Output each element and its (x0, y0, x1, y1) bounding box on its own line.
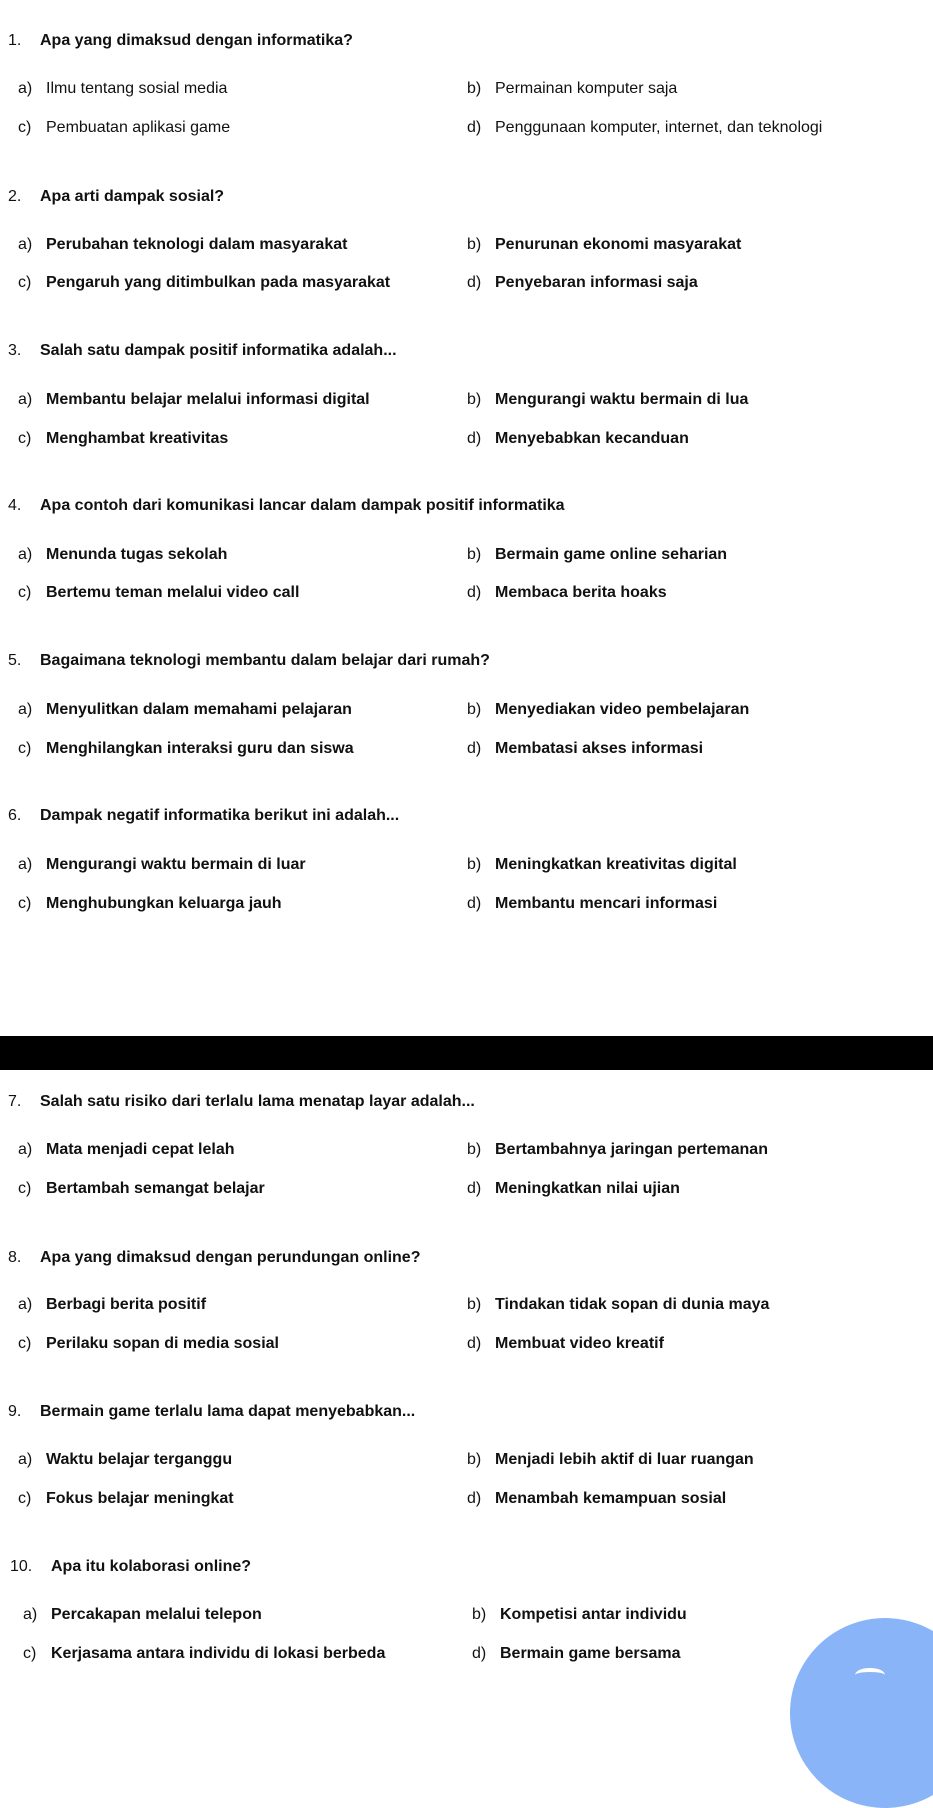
option-text: Meningkatkan kreativitas digital (495, 856, 737, 873)
option-label: d) (467, 740, 482, 757)
option-text: Menjadi lebih aktif di luar ruangan (495, 1451, 754, 1468)
option-6b (467, 856, 737, 874)
question-number: 2. (8, 188, 22, 205)
option-label: c) (18, 895, 32, 912)
option-label: d) (467, 895, 482, 912)
option-3d (467, 430, 689, 448)
option-label: b) (467, 236, 482, 253)
option-text: Bertemu teman melalui video call (46, 584, 300, 601)
option-label: b) (472, 1606, 487, 1623)
option-text: Bermain game online seharian (495, 546, 728, 563)
option-label: c) (18, 1335, 32, 1352)
option-text: Menyediakan video pembelajaran (495, 701, 750, 718)
option-label: c) (18, 430, 32, 447)
question-text: Apa contoh dari komunikasi lancar dalam dampak positif informatika (40, 497, 565, 514)
option-2a (18, 236, 347, 254)
option-text: Ilmu tentang sosial media (46, 80, 228, 97)
option-text: Bermain game bersama (500, 1645, 681, 1662)
corner-circle-decoration (790, 1618, 933, 1808)
option-text: Kerjasama antara individu di lokasi berbeda (51, 1645, 386, 1662)
option-1d (467, 119, 822, 137)
page-divider-bar (0, 1036, 933, 1070)
option-label: c) (18, 740, 32, 757)
option-label: a) (18, 1451, 33, 1468)
option-label: b) (467, 701, 482, 718)
question-text: Dampak negatif informatika berikut ini adalah... (40, 807, 400, 824)
option-label: c) (18, 274, 32, 291)
option-text: Kompetisi antar individu (500, 1606, 687, 1623)
option-2d (467, 274, 698, 292)
option-10c (23, 1645, 385, 1663)
option-label: d) (467, 430, 482, 447)
option-label: d) (467, 1335, 482, 1352)
option-text: Menambah kemampuan sosial (495, 1490, 727, 1507)
option-text: Meningkatkan nilai ujian (495, 1180, 680, 1197)
option-text: Membaca berita hoaks (495, 584, 667, 601)
option-label: a) (18, 1141, 33, 1158)
corner-mark-icon (855, 1668, 885, 1682)
option-3a (18, 391, 370, 409)
option-text: Penyebaran informasi saja (495, 274, 698, 291)
option-label: b) (467, 80, 482, 97)
option-label: a) (18, 391, 33, 408)
option-label: a) (18, 236, 33, 253)
option-text: Mengurangi waktu bermain di luar (46, 856, 306, 873)
question-number: 3. (8, 342, 22, 359)
option-10b (472, 1606, 687, 1624)
option-label: d) (467, 274, 482, 291)
option-label: a) (18, 80, 33, 97)
option-7b (467, 1141, 768, 1159)
option-label: c) (18, 119, 32, 136)
option-text: Menghilangkan interaksi guru dan siswa (46, 740, 354, 757)
option-text: Membatasi akses informasi (495, 740, 704, 757)
option-8d (467, 1335, 664, 1353)
option-2c (18, 274, 390, 292)
option-text: Menghambat kreativitas (46, 430, 229, 447)
question-text: Salah satu dampak positif informatika adalah... (40, 342, 397, 359)
option-6c (18, 895, 282, 913)
option-7c (18, 1180, 265, 1198)
option-text: Bertambah semangat belajar (46, 1180, 265, 1197)
option-1b (467, 80, 677, 98)
question-number: 6. (8, 807, 22, 824)
question-text: Apa yang dimaksud dengan informatika? (40, 32, 353, 49)
option-label: d) (472, 1645, 487, 1662)
option-text: Menghubungkan keluarga jauh (46, 895, 282, 912)
option-4d (467, 584, 667, 602)
option-6a (18, 856, 306, 874)
option-label: a) (18, 701, 33, 718)
option-text: Membantu mencari informasi (495, 895, 718, 912)
option-text: Penggunaan komputer, internet, dan teknologi (495, 119, 823, 136)
option-text: Tindakan tidak sopan di dunia maya (495, 1296, 770, 1313)
question-text: Bagaimana teknologi membantu dalam belajar dari rumah? (40, 652, 490, 669)
option-7d (467, 1180, 680, 1198)
question-text: Salah satu risiko dari terlalu lama menatap layar adalah... (40, 1093, 475, 1110)
option-label: d) (467, 1490, 482, 1507)
option-text: Bertambahnya jaringan pertemanan (495, 1141, 768, 1158)
option-label: d) (467, 119, 482, 136)
option-8a (18, 1296, 206, 1314)
option-text: Mengurangi waktu bermain di lua (495, 391, 749, 408)
option-text: Perilaku sopan di media sosial (46, 1335, 279, 1352)
option-1a (18, 80, 227, 98)
question-number: 10. (10, 1558, 33, 1575)
option-label: b) (467, 546, 482, 563)
option-text: Penurunan ekonomi masyarakat (495, 236, 742, 253)
option-text: Mata menjadi cepat lelah (46, 1141, 235, 1158)
option-label: a) (18, 1296, 33, 1313)
option-label: c) (18, 1490, 32, 1507)
option-9a (18, 1451, 232, 1469)
option-label: a) (18, 546, 33, 563)
question-number: 7. (8, 1093, 22, 1110)
option-text: Menyebabkan kecanduan (495, 430, 689, 447)
option-text: Pengaruh yang ditimbulkan pada masyarakat (46, 274, 391, 291)
option-8b (467, 1296, 769, 1314)
option-10a (23, 1606, 262, 1624)
option-9c (18, 1490, 234, 1508)
option-2b (467, 236, 741, 254)
question-text: Apa itu kolaborasi online? (51, 1558, 252, 1575)
option-5c (18, 740, 354, 758)
question-text: Apa arti dampak sosial? (40, 188, 225, 205)
option-4a (18, 546, 227, 564)
option-9b (467, 1451, 754, 1469)
option-text: Permainan komputer saja (495, 80, 678, 97)
option-text: Membuat video kreatif (495, 1335, 664, 1352)
option-8c (18, 1335, 279, 1353)
option-label: b) (467, 1141, 482, 1158)
option-9d (467, 1490, 726, 1508)
option-1c (18, 119, 230, 137)
option-label: b) (467, 1451, 482, 1468)
option-3b (467, 391, 748, 409)
option-label: a) (23, 1606, 38, 1623)
question-number: 1. (8, 32, 22, 49)
option-label: b) (467, 391, 482, 408)
option-10d (472, 1645, 681, 1663)
option-text: Percakapan melalui telepon (51, 1606, 262, 1623)
question-text: Apa yang dimaksud dengan perundungan online? (40, 1249, 421, 1266)
option-text: Berbagi berita positif (46, 1296, 207, 1313)
option-label: d) (467, 584, 482, 601)
option-text: Menyulitkan dalam memahami pelajaran (46, 701, 352, 718)
option-7a (18, 1141, 235, 1159)
option-label: b) (467, 1296, 482, 1313)
option-6d (467, 895, 717, 913)
option-label: d) (467, 1180, 482, 1197)
question-number: 8. (8, 1249, 22, 1266)
option-text: Perubahan teknologi dalam masyarakat (46, 236, 348, 253)
option-5d (467, 740, 703, 758)
option-3c (18, 430, 228, 448)
option-text: Membantu belajar melalui informasi digital (46, 391, 370, 408)
option-label: c) (23, 1645, 37, 1662)
option-text: Fokus belajar meningkat (46, 1490, 234, 1507)
question-number: 4. (8, 497, 22, 514)
question-text: Bermain game terlalu lama dapat menyebabkan... (40, 1403, 416, 1420)
option-5b (467, 701, 749, 719)
option-label: c) (18, 1180, 32, 1197)
option-label: c) (18, 584, 32, 601)
option-text: Waktu belajar terganggu (46, 1451, 233, 1468)
option-text: Pembuatan aplikasi game (46, 119, 231, 136)
option-text: Menunda tugas sekolah (46, 546, 228, 563)
question-number: 5. (8, 652, 22, 669)
question-number: 9. (8, 1403, 22, 1420)
option-4b (467, 546, 727, 564)
option-4c (18, 584, 299, 602)
option-5a (18, 701, 352, 719)
option-label: b) (467, 856, 482, 873)
option-label: a) (18, 856, 33, 873)
